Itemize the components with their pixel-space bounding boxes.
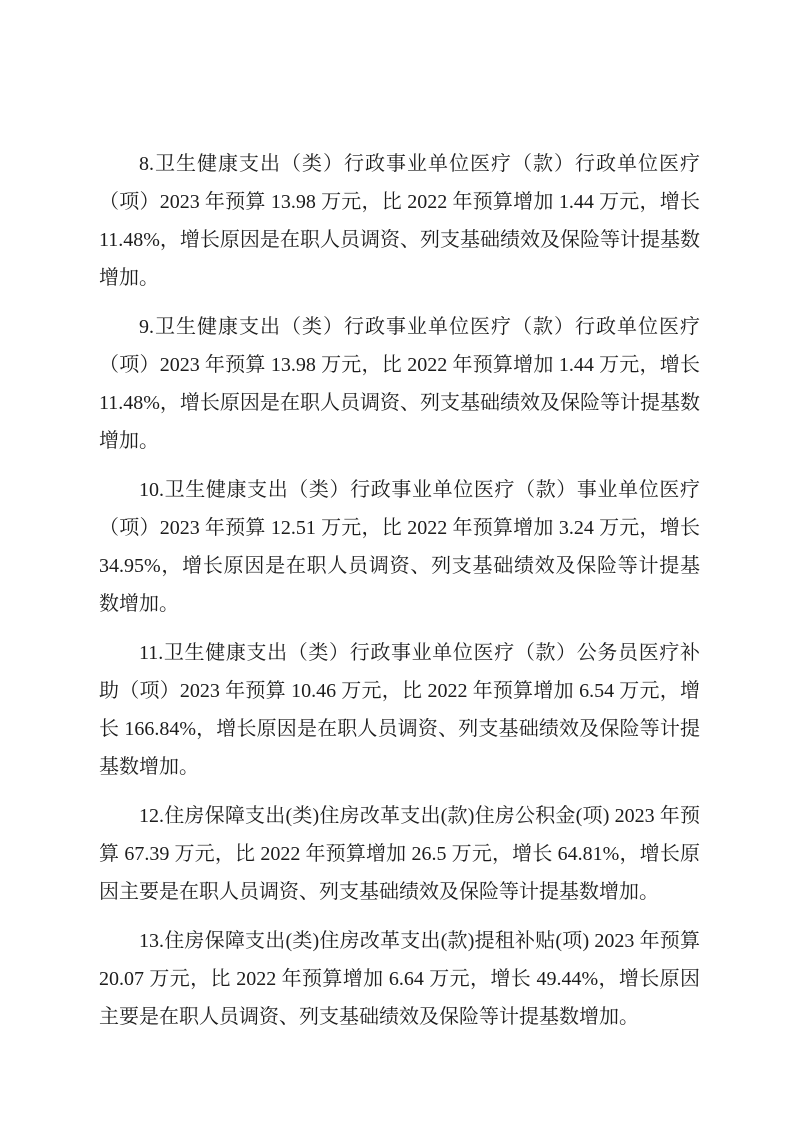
budget-paragraph-8: 8.卫生健康支出（类）行政事业单位医疗（款）行政单位医疗（项）2023 年预算 13.98 万元，比 2022 年预算增加 1.44 万元，增长 11.48%，增长原因是在职人员调资、列支基础绩效及保险等计提基数增加。 [99,153,700,289]
budget-paragraph-11: 11.卫生健康支出（类）行政事业单位医疗（款）公务员医疗补助（项）2023 年预算 10.46 万元，比 2022 年预算增加 6.54 万元，增长 166.84%，增长原因是在职人员调资、列支基础绩效及保险等计提基数增加。 [99,642,700,778]
budget-paragraph-10: 10.卫生健康支出（类）行政事业单位医疗（款）事业单位医疗（项）2023 年预算 12.51 万元，比 2022 年预算增加 3.24 万元，增长 34.95%，增长原因是在职人员调资、列支基础绩效及保险等计提基数增加。 [99,479,700,615]
budget-paragraph-12: 12.住房保障支出(类)住房改革支出(款)住房公积金(项) 2023 年预算 67.39 万元，比 2022 年预算增加 26.5 万元，增长 64.81%，增长原因主要是在职人员调资、列支基础绩效及保险等计提基数增加。 [99,805,700,903]
budget-paragraph-13: 13.住房保障支出(类)住房改革支出(款)提租补贴(项) 2023 年预算 20.07 万元，比 2022 年预算增加 6.64 万元，增长 49.44%，增长原因主要是在职人员调资、列支基础绩效及保险等计提基数增加。 [99,930,700,1028]
budget-paragraph-9: 9.卫生健康支出（类）行政事业单位医疗（款）行政单位医疗（项）2023 年预算 13.98 万元，比 2022 年预算增加 1.44 万元，增长 11.48%，增长原因是在职人员调资、列支基础绩效及保险等计提基数增加。 [99,316,700,452]
